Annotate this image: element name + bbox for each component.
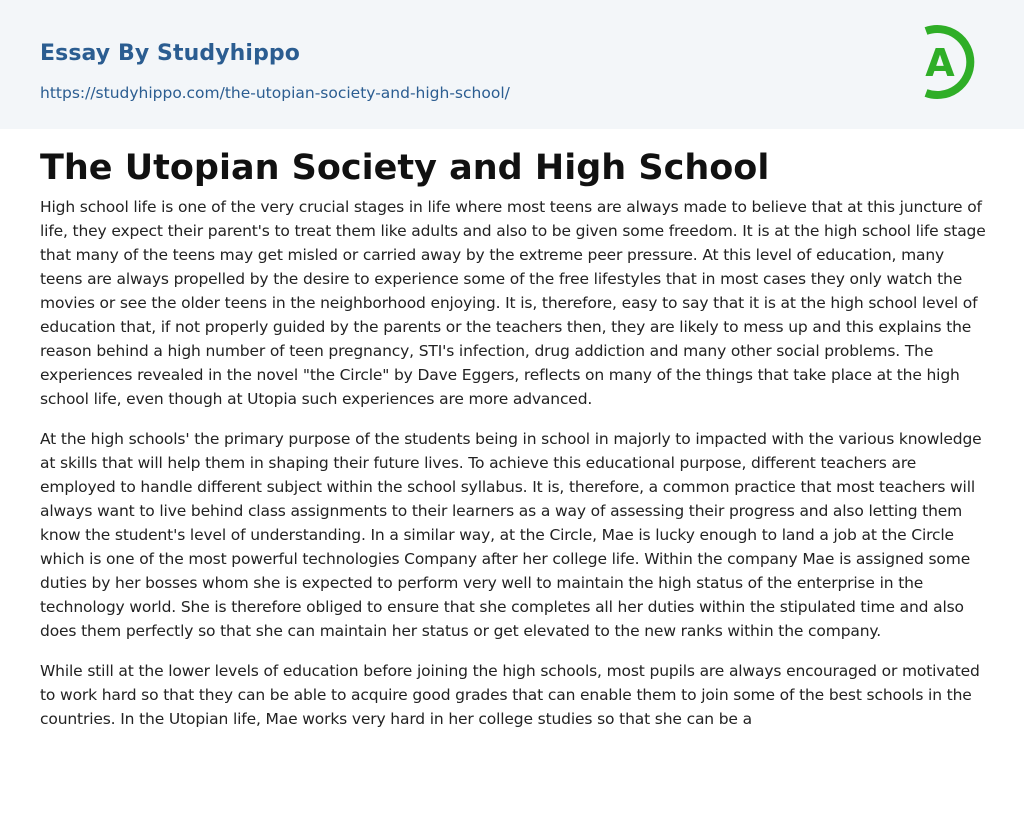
essay-title: The Utopian Society and High School xyxy=(40,148,770,188)
brand-title[interactable]: Essay By Studyhippo xyxy=(40,41,300,66)
essay-url-link[interactable]: https://studyhippo.com/the-utopian-society-and-high-school/ xyxy=(40,84,510,102)
essay-paragraph-2: At the high schools' the primary purpose of the students being in school in majorly to impacted with the various knowledge at skills that will help them in shaping their future lives. To achieve this educational purpose, different teachers are employed to handle different subject within the school syllabus. It is, therefore, a common practice that most teachers will always want to live behind class assignments to their learners as a way of assessing their progress and also letting them know the student's level of understanding. In a similar way, at the Circle, Mae is lucky enough to land a job at the Circle which is one of the most powerful technologies Company after her college life. Within the company Mae is assigned some duties by her bosses whom she is expected to perform very well to maintain the high status of the enterprise in the technology world. She is therefore obliged to ensure that she completes all her duties within the stipulated time and also does them perfectly so that she can maintain her status or get elevated to the new ranks within the company. xyxy=(40,430,982,640)
site-header xyxy=(0,0,1024,129)
essay-article xyxy=(40,146,988,747)
logo-letter: A xyxy=(925,41,955,85)
essay-paragraph-3: While still at the lower levels of education before joining the high schools, most pupils are always encouraged or motivated to work hard so that they can be able to acquire good grades that can enable them to join some of the best schools in the countries. In the Utopian life, Mae works very hard in her college studies so that she can be a xyxy=(40,662,980,728)
essay-paragraph-1: High school life is one of the very crucial stages in life where most teens are always made to believe that at this juncture of life, they expect their parent's to treat them like adults and also to be given some freedom. It is at the high school life stage that many of the teens may get misled or carried away by the extreme peer pressure. At this level of education, many teens are always propelled by the desire to experience some of the free lifestyles that in most cases they only watch the movies or see the older teens in the neighborhood enjoying. It is, therefore, easy to say that it is at the high school level of education that, if not properly guided by the parents or the teachers then, they are likely to mess up and this explains the reason behind a high number of teen pregnancy, STI's infection, drug addiction and many other social problems. The experiences revealed in the novel "the Circle" by Dave Eggers, reflects on many of the things that take place at the high school life, even though at Utopia such experiences are more advanced. xyxy=(40,198,986,408)
studyhippo-logo-icon[interactable] xyxy=(910,19,986,105)
